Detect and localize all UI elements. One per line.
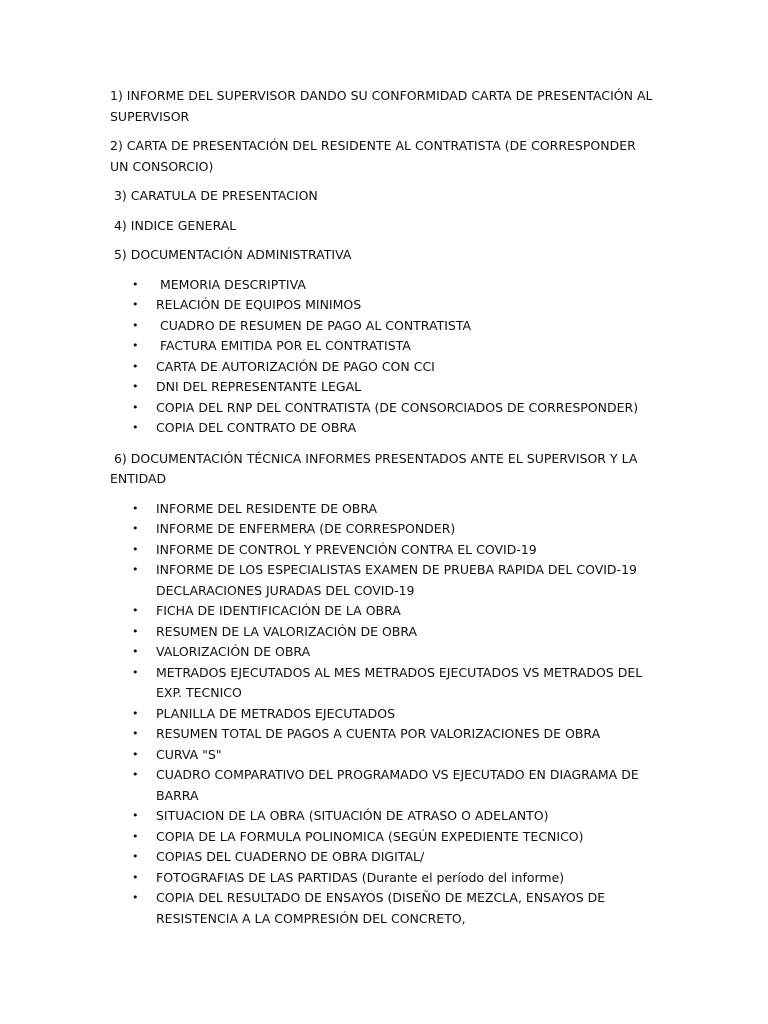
list-item: [110, 519, 658, 540]
document-body: [110, 86, 658, 939]
list-item-text: COPIA DEL RNP DEL CONTRATISTA (DE CONSORCIADOS DE CORRESPONDER): [156, 399, 639, 415]
list-item-text: INFORME DE ENFERMERA (DE CORRESPONDER): [156, 521, 456, 536]
list-item: [110, 847, 658, 868]
bullet-icon: •: [132, 277, 139, 291]
bullet-icon: •: [132, 665, 139, 679]
list-item: [110, 765, 658, 806]
list-item-text: RELACIÓN DE EQUIPOS MINIMOS: [156, 297, 362, 312]
list-item-text: CARTA DE AUTORIZACIÓN DE PAGO CON CCI: [156, 358, 435, 374]
list-item-text: COPIA DEL RESULTADO DE ENSAYOS (DISEÑO DE MEZCLA, ENSAYOS DE RESISTENCIA A LA COMPRESIÓN DEL CONCRETO,: [156, 890, 606, 926]
list-item: [110, 724, 658, 745]
list-item-text: PLANILLA DE METRADOS EJECUTADOS: [156, 705, 396, 721]
bullet-icon: •: [132, 850, 139, 863]
list-item-text: MEMORIA DESCRIPTIVA: [156, 276, 306, 292]
section-5: 5) DOCUMENTACIÓN ADMINISTRATIVA: [110, 247, 352, 262]
list-item: [110, 540, 658, 561]
list-item-text: RESUMEN TOTAL DE PAGOS A CUENTA POR VALORIZACIONES DE OBRA: [156, 726, 601, 741]
section-4: 4) INDICE GENERAL: [110, 217, 237, 233]
list-item-text: FOTOGRAFIAS DE LAS PARTIDAS (Durante el período del informe): [156, 869, 565, 885]
list-item-text: CUADRO COMPARATIVO DEL PROGRAMADO VS EJECUTADO EN DIAGRAMA DE BARRA: [156, 767, 639, 803]
bullet-icon: •: [132, 645, 139, 658]
list-item-text: COPIA DE LA FORMULA POLINOMICA (SEGÚN EXPEDIENTE TECNICO): [156, 828, 584, 844]
list-item: [110, 499, 658, 520]
section-1: 1) INFORME DEL SUPERVISOR DANDO SU CONFORMIDAD CARTA DE PRESENTACIÓN AL SUPERVISOR: [110, 88, 653, 124]
list-item: [110, 316, 658, 337]
bullet-icon: •: [132, 421, 139, 434]
bullet-icon: •: [132, 706, 139, 720]
list-item: [110, 663, 658, 704]
bullet-icon: •: [132, 870, 139, 884]
list-item: [110, 745, 658, 766]
list-item: [110, 357, 658, 378]
list-item: [110, 275, 658, 296]
list-item-text: COPIA DEL CONTRATO DE OBRA: [156, 420, 357, 435]
bullet-icon: •: [132, 624, 139, 638]
list-item-text: COPIAS DEL CUADERNO DE OBRA DIGITAL/: [156, 849, 425, 864]
list-item: [110, 560, 658, 601]
bullet-icon: •: [132, 563, 139, 576]
section-3: 3) CARATULA DE PRESENTACION: [110, 188, 318, 203]
list-item-text: DNI DEL REPRESENTANTE LEGAL: [156, 379, 362, 394]
bullet-icon: •: [132, 747, 139, 761]
bullet-icon: •: [132, 542, 139, 556]
bullet-icon: •: [132, 501, 139, 515]
list-item-text: VALORIZACIÓN DE OBRA: [156, 644, 311, 659]
list-item-text: FICHA DE IDENTIFICACIÓN DE LA OBRA: [156, 603, 401, 618]
list-item-text: CURVA "S": [156, 746, 222, 762]
list-item: [110, 418, 658, 439]
list-item: [110, 827, 658, 848]
bullet-icon: •: [132, 809, 139, 822]
list-item-text: CUADRO DE RESUMEN DE PAGO AL CONTRATISTA: [156, 317, 472, 333]
list-item-text: INFORME DE LOS ESPECIALISTAS EXAMEN DE PRUEBA RAPIDA DEL COVID-19 DECLARACIONES JURADAS DEL COVID-19: [156, 562, 637, 598]
bullet-icon: •: [132, 380, 139, 393]
bullet-icon: •: [132, 891, 139, 904]
list-item-text: METRADOS EJECUTADOS AL MES METRADOS EJECUTADOS VS METRADOS DEL EXP. TECNICO: [156, 664, 643, 700]
list-item: [110, 642, 658, 663]
list-item: [110, 622, 658, 643]
list-item-text: INFORME DEL RESIDENTE DE OBRA: [156, 500, 378, 516]
bullet-icon: •: [132, 522, 139, 535]
bullet-icon: •: [132, 359, 139, 373]
list-item: [110, 336, 658, 357]
bullet-icon: •: [132, 604, 139, 617]
bullet-icon: •: [132, 339, 139, 352]
technical-docs-list: [110, 499, 658, 930]
list-item: [110, 888, 658, 929]
list-item-text: RESUMEN DE LA VALORIZACIÓN DE OBRA: [156, 623, 418, 639]
bullet-icon: •: [132, 318, 139, 332]
list-item-text: SITUACION DE LA OBRA (SITUACIÓN DE ATRASO O ADELANTO): [156, 808, 549, 823]
list-item: [110, 601, 658, 622]
list-item: [110, 704, 658, 725]
list-item: [110, 868, 658, 889]
list-item: [110, 295, 658, 316]
section-6: 6) DOCUMENTACIÓN TÉCNICA INFORMES PRESENTADOS ANTE EL SUPERVISOR Y LA ENTIDAD: [110, 450, 642, 486]
bullet-icon: •: [132, 298, 139, 311]
administrative-docs-list: [110, 275, 658, 439]
bullet-icon: •: [132, 829, 139, 843]
bullet-icon: •: [132, 768, 139, 781]
bullet-icon: •: [132, 400, 139, 414]
list-item: [110, 377, 658, 398]
list-item-text: INFORME DE CONTROL Y PREVENCIÓN CONTRA EL COVID-19: [156, 541, 537, 557]
list-item-text: FACTURA EMITIDA POR EL CONTRATISTA: [156, 338, 411, 353]
list-item: [110, 398, 658, 419]
section-2: 2) CARTA DE PRESENTACIÓN DEL RESIDENTE AL CONTRATISTA (DE CORRESPONDER UN CONSORCIO): [110, 138, 636, 174]
bullet-icon: •: [132, 727, 139, 740]
list-item: [110, 806, 658, 827]
